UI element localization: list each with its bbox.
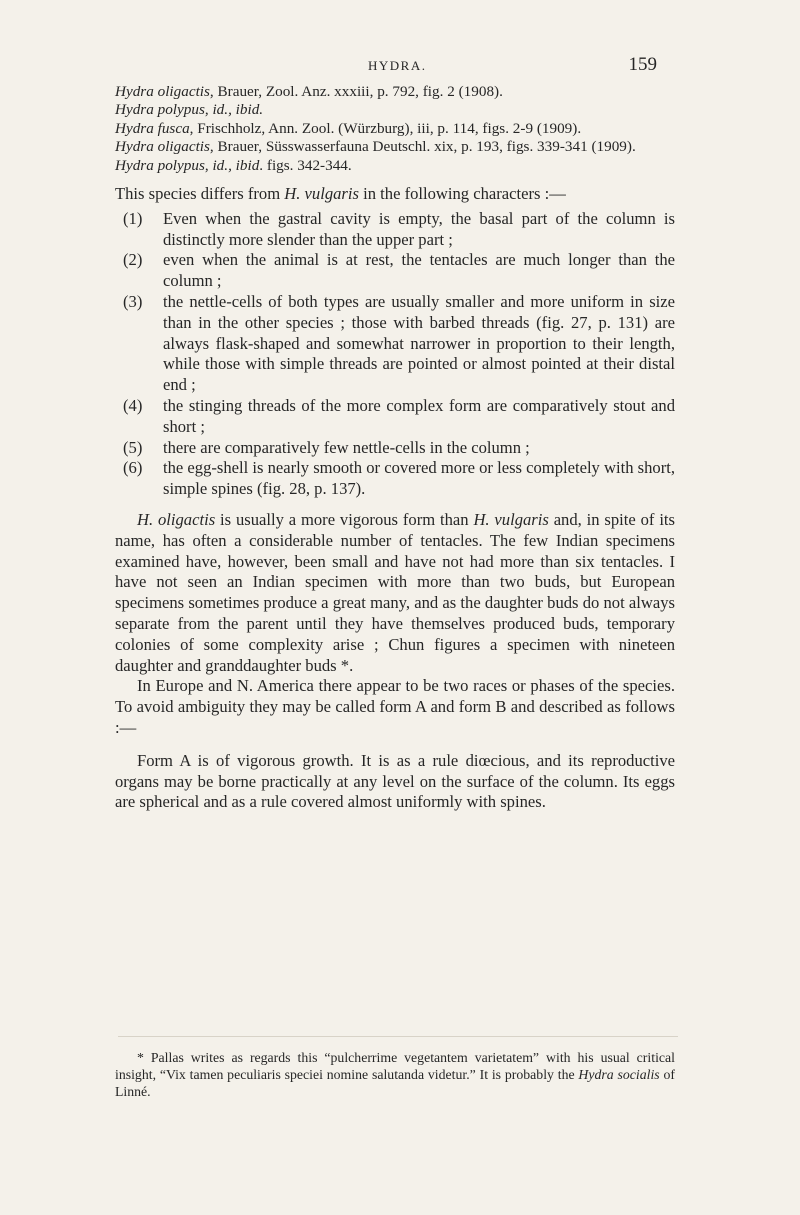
citation: . figs. 342-344. <box>259 156 352 174</box>
citation-abbrev: id., ibid. <box>212 101 264 119</box>
citation: , <box>204 156 213 174</box>
reference-entry <box>115 101 675 119</box>
species-name: H. vulgaris <box>473 509 549 529</box>
taxon-name: Hydra oligactis <box>115 83 210 100</box>
list-item <box>123 250 675 292</box>
citation: , Frischholz, Ann. Zool. (Würzburg), iii, p. 114, figs. 2-9 (1909). <box>189 119 582 137</box>
reference-entry <box>115 157 675 175</box>
item-number: (2) <box>123 250 143 270</box>
item-number: (6) <box>123 458 143 478</box>
species-name: Hydra socialis <box>578 1067 660 1083</box>
running-head: HYDRA. <box>368 58 427 73</box>
footnote <box>115 1049 675 1101</box>
paragraph-races: In Europe and N. America there appear to be two races or phases of the species. To avoid ambiguity they may be called form A and form B and described as follows :— <box>115 676 675 737</box>
paragraph-text: is usually a more vigorous form than <box>215 509 474 529</box>
paragraph-oligactis <box>115 510 675 676</box>
reference-entry <box>115 138 675 156</box>
citation: , Brauer, Zool. Anz. xxxiii, p. 792, fig. 2 (1908). <box>209 83 503 100</box>
footnote-divider <box>118 1036 678 1037</box>
citation: , <box>204 101 213 119</box>
item-text: the stinging threads of the more complex form are comparatively stout and short ; <box>163 396 675 436</box>
intro-text: in the following characters :— <box>358 184 566 204</box>
list-item <box>123 209 675 251</box>
list-item <box>123 438 675 459</box>
item-text: Even when the gastral cavity is empty, the basal part of the column is distinctly more slender than the upper part ; <box>163 208 675 249</box>
intro-text: This species differs from <box>115 184 285 204</box>
taxon-name: Hydra fusca <box>115 119 190 137</box>
footnote-text: of Linné. <box>115 1067 675 1100</box>
list-item <box>123 458 675 500</box>
species-name: H. oligactis <box>137 509 216 529</box>
synonymy-references <box>115 83 675 175</box>
citation-abbrev: id., ibid <box>212 156 260 174</box>
reference-entry <box>115 120 675 138</box>
item-text: there are comparatively few nettle-cells in the column ; <box>163 437 530 457</box>
item-number: (4) <box>123 396 143 415</box>
page-header <box>0 54 800 84</box>
item-number: (5) <box>123 437 143 457</box>
paragraph-text: and, in spite of its name, has often a considerable number of tentacles. The few Indian specimens examined have, however, been small and have not had more than six tentacles. I have not seen an Indian specimen with more than two buds, but European specimens sometimes produce a great many, and as the daughter buds do not always separate from the parent until they have themselves produced buds, temporary colonies of some complexity arise ; Chun figures a specimen with nineteen daughter and granddaughter buds *. <box>115 509 675 675</box>
taxon-name: Hydra oligactis <box>115 138 210 156</box>
list-item <box>123 396 675 438</box>
footnote-text: * Pallas writes as regards this “pulcherrime vegetantem varietatem” with his usual critical insight, “Vix tamen peculiaris speciei nomine salutanda videtur.” It is probably the <box>115 1050 675 1083</box>
item-number: (1) <box>123 208 143 228</box>
paragraph-form-a: Form A is of vigorous growth. It is as a rule diœcious, and its reproductive organs may be borne practically at any level on the surface of the column. Its eggs are spherical and as a rule covered almost uniformly with spines. <box>115 750 675 812</box>
taxon-name: Hydra polypus <box>115 156 205 174</box>
main-text <box>115 83 675 813</box>
taxon-name: Hydra polypus <box>115 101 205 119</box>
list-item <box>123 292 675 396</box>
item-number: (3) <box>123 292 143 312</box>
characters-list <box>115 209 675 500</box>
species-name: H. vulgaris <box>284 184 359 204</box>
reference-entry <box>115 83 675 101</box>
citation: , Brauer, Süsswasserfauna Deutschl. xix, p. 193, figs. 339-341 (1909). <box>209 138 636 156</box>
item-text: even when the animal is at rest, the tentacles are much longer than the column ; <box>163 250 675 291</box>
page-number: 159 <box>628 54 657 75</box>
item-text: the egg-shell is nearly smooth or covered more or less completely with short, simple spines (fig. 28, p. 137). <box>163 458 675 499</box>
item-text: the nettle-cells of both types are usually smaller and more uniform in size than in the other species ; those with barbed threads (fig. 27, p. 131) are always flask-shaped and somewhat narrower in proportion to their length, while those with simple threads are pointed or almost pointed at their distal end ; <box>163 292 675 395</box>
intro-sentence <box>115 184 675 205</box>
